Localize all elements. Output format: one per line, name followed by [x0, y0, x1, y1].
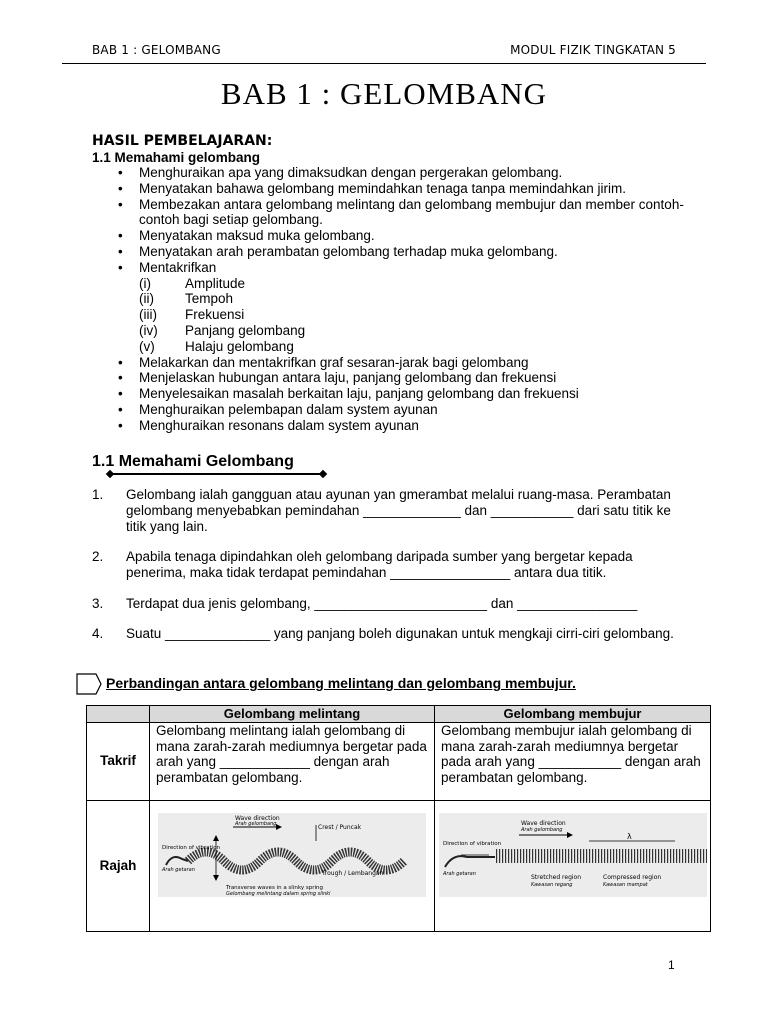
bullet-icon: • — [118, 243, 123, 259]
caption-melintang: Gelombang melintang dalam spring slinki — [226, 890, 331, 897]
transverse-wave-diagram — [158, 813, 426, 897]
list-item: • Menjelaskan hubungan antara laju, panjang gelombang dan frekuensi — [118, 370, 557, 386]
row-label-rajah: Rajah — [87, 800, 150, 931]
slinky-longitudinal-icon — [495, 849, 707, 863]
sublist-item: (ii) Tempoh — [139, 291, 234, 307]
sublist-item: (v) Halaju gelombang — [139, 338, 294, 354]
label-arah-gelombang-2: Arah gelombang — [520, 826, 562, 833]
bullet-icon: • — [118, 370, 123, 386]
takrif-transverse: Gelombang melintang ialah gelombang di mana zarah-zarah mediumnya bergetar pada arah yang ____________ dengan arah perambatan gelombang. — [150, 722, 435, 800]
label-regangan: Kawasan regang — [530, 881, 572, 888]
table-header-empty — [87, 706, 150, 723]
list-item: • Menghuraikan pelembapan dalam system ayunan — [118, 401, 438, 417]
list-item: • Menghuraikan resonans dalam system ayunan — [118, 417, 419, 433]
table-row — [87, 800, 711, 931]
label-crest: Crest / Puncak — [318, 823, 362, 831]
header-chapter: BAB 1 : GELOMBANG — [92, 43, 221, 57]
section-title: 1.1 Memahami Gelombang — [92, 453, 294, 470]
label-mampat: Kawasan mampat — [602, 881, 648, 888]
underline-left-diamond-icon — [106, 470, 114, 478]
table-row — [87, 722, 711, 800]
takrif-longitudinal: Gelombang membujur ialah gelombang di mana zarah-zarah mediumnya bergetar pada arah yang ___________ dengan arah perambatan gelombang. — [435, 722, 711, 800]
bullet-icon: • — [118, 165, 123, 180]
sublist-item: (iv) Panjang gelombang — [139, 322, 306, 338]
diagram-transverse-cell — [150, 800, 435, 931]
label-arah-gelombang: Arah gelombang — [235, 820, 277, 827]
list-item: • Melakarkan dan mentakrifkan graf sesaran-jarak bagi gelombang — [118, 354, 529, 370]
learning-outcomes-heading: HASIL PEMBELAJARAN: — [92, 133, 273, 149]
label-wave-direction-2: Wave direction — [520, 819, 566, 827]
comparison-title: Perbandingan antara gelombang melintang dan gelombang membujur. — [106, 675, 576, 691]
section-underline — [110, 473, 326, 475]
list-item: • Menyelesaikan masalah berkaitan laju, panjang gelombang dan frekuensi — [118, 386, 579, 402]
underline-right-diamond-icon — [319, 470, 327, 478]
label-trough: Trough / Lembangan — [322, 869, 384, 877]
header-module: MODUL FIZIK TINGKATAN 5 — [510, 43, 676, 57]
question-2: 2. Apabila tenaga dipindahkan oleh gelombang daripada sumber yang bergetar kepada penerima, maka tidak terdapat pemindahan ________________ antara dua titik. — [92, 549, 633, 580]
label-direction-of-vibration: Direction of vibration — [162, 844, 221, 851]
sublist-item: (iii) Frekuensi — [139, 307, 245, 323]
list-item: • Membezakan antara gelombang melintang dan gelombang membujur dan member contoh-contoh bagi setiap gelombang. — [118, 196, 684, 228]
question-3: 3. Terdapat dua jenis gelombang, _______________________ dan ________________ — [92, 596, 638, 611]
list-item: • Menyatakan bahawa gelombang memindahkan tenaga tanpa memindahkan jirim. — [118, 180, 627, 196]
header-divider — [62, 63, 706, 64]
label-stretched: Stretched region — [530, 873, 581, 881]
caption-transverse: Transverse waves in a slinky spring — [226, 884, 323, 891]
question-4: 4. Suatu ______________ yang panjang boleh digunakan untuk mengkaji cirri-ciri gelombang. — [92, 626, 674, 641]
comparison-heading — [76, 673, 716, 695]
bullet-icon: • — [118, 354, 123, 370]
learning-outcomes-list — [92, 165, 692, 434]
list-item: • Menyatakan arah perambatan gelombang terhadap muka gelombang. — [118, 243, 558, 259]
table-header-row — [87, 706, 711, 723]
label-compressed: Compressed region — [602, 873, 661, 881]
list-item: • Menyatakan maksud muka gelombang. — [118, 228, 375, 244]
bullet-icon: • — [118, 401, 123, 417]
learning-outcomes-subheading: 1.1 Memahami gelombang — [92, 150, 261, 165]
table-header-transverse: Gelombang melintang — [150, 706, 435, 723]
definition-sublist — [139, 276, 692, 355]
label-wave-direction: Wave direction — [235, 814, 280, 822]
bullet-icon: • — [118, 228, 123, 244]
row-label-takrif: Takrif — [87, 722, 150, 800]
label-direction-of-vibration-2: Direction of vibration — [442, 840, 501, 847]
longitudinal-wave-diagram — [439, 813, 707, 897]
pentagon-arrow-icon — [76, 673, 102, 695]
bullet-icon: • — [118, 417, 123, 433]
sublist-item: (i) Amplitude — [139, 275, 246, 291]
bullet-icon: • — [118, 259, 123, 275]
bullet-icon: • — [118, 180, 123, 196]
label-arah-getaran-2: Arah getaran — [442, 870, 476, 877]
page-title: BAB 1 : GELOMBANG — [220, 76, 548, 111]
bullet-icon: • — [118, 386, 123, 402]
table-header-longitudinal: Gelombang membujur — [435, 706, 711, 723]
label-lambda: λ — [626, 831, 632, 841]
comparison-table — [86, 705, 711, 932]
diagram-longitudinal-cell — [435, 800, 711, 931]
bullet-icon: • — [118, 196, 123, 212]
label-arah-getaran: Arah getaran — [162, 866, 195, 873]
page-number: 1 — [668, 958, 675, 972]
question-1: 1. Gelombang ialah gangguan atau ayunan yan gmerambat melalui ruang-masa. Perambatan gelombang menyebabkan pemindahan _____________ dan ___________ dari satu titik ke titik yang lain. — [92, 487, 671, 534]
list-item: • Menghuraikan apa yang dimaksudkan dengan pergerakan gelombang. — [118, 165, 563, 180]
list-item: • Mentakrifkan (i) Amplitude (ii) Tempoh (iii) Frekuensi (iv) Panjang gelombang (v) Halaju gelombang — [92, 260, 692, 355]
